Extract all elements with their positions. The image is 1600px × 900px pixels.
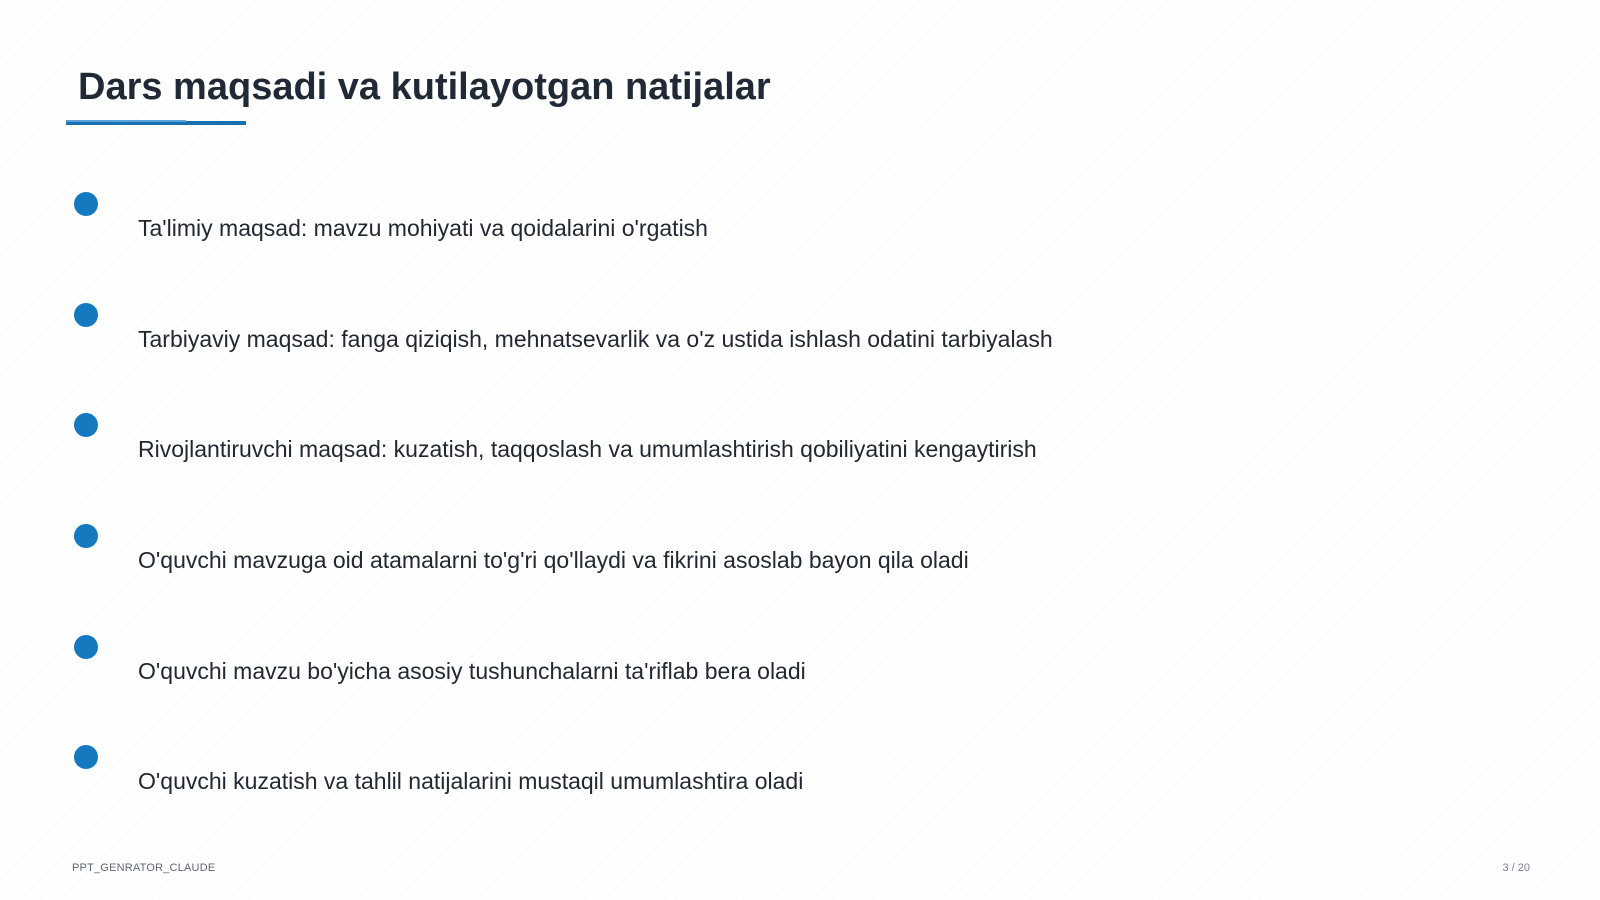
bullet-text: O'quvchi mavzu bo'yicha asosiy tushunchalarni ta'riflab bera oladi — [138, 658, 806, 684]
slide-title: Dars maqsadi va kutilayotgan natijalar — [78, 66, 771, 108]
bullet-item — [70, 413, 1270, 483]
page-indicator: 3 / 20 — [1502, 862, 1530, 874]
bullet-text: O'quvchi kuzatish va tahlil natijalarini mustaqil umumlashtira oladi — [138, 768, 804, 794]
bullet-dot-icon — [74, 303, 98, 327]
bullet-text: O'quvchi mavzuga oid atamalarni to'g'ri qo'llaydi va fikrini asoslab bayon qila oladi — [138, 547, 969, 573]
title-underline-highlight — [66, 120, 186, 122]
bullet-dot-icon — [74, 635, 98, 659]
bullet-text: Ta'limiy maqsad: mavzu mohiyati va qoidalarini o'rgatish — [138, 215, 708, 241]
bullet-item — [70, 192, 1270, 262]
bullet-dot-icon — [74, 524, 98, 548]
title-underline — [66, 121, 246, 125]
bullet-text: Tarbiyaviy maqsad: fanga qiziqish, mehnatsevarlik va o'z ustida ishlash odatini tarbiyalash — [138, 326, 1053, 352]
footer-generator-label: PPT_GENRATOR_CLAUDE — [72, 862, 216, 874]
bullet-text: Rivojlantiruvchi maqsad: kuzatish, taqqoslash va umumlashtirish qobiliyatini kengaytirish — [138, 436, 1037, 462]
bullet-dot-icon — [74, 192, 98, 216]
bullet-item — [70, 635, 1270, 705]
bullet-dot-icon — [74, 413, 98, 437]
bullet-dot-icon — [74, 745, 98, 769]
bullet-item — [70, 745, 1270, 815]
bullet-item — [70, 303, 1270, 373]
bullet-item — [70, 524, 1270, 594]
